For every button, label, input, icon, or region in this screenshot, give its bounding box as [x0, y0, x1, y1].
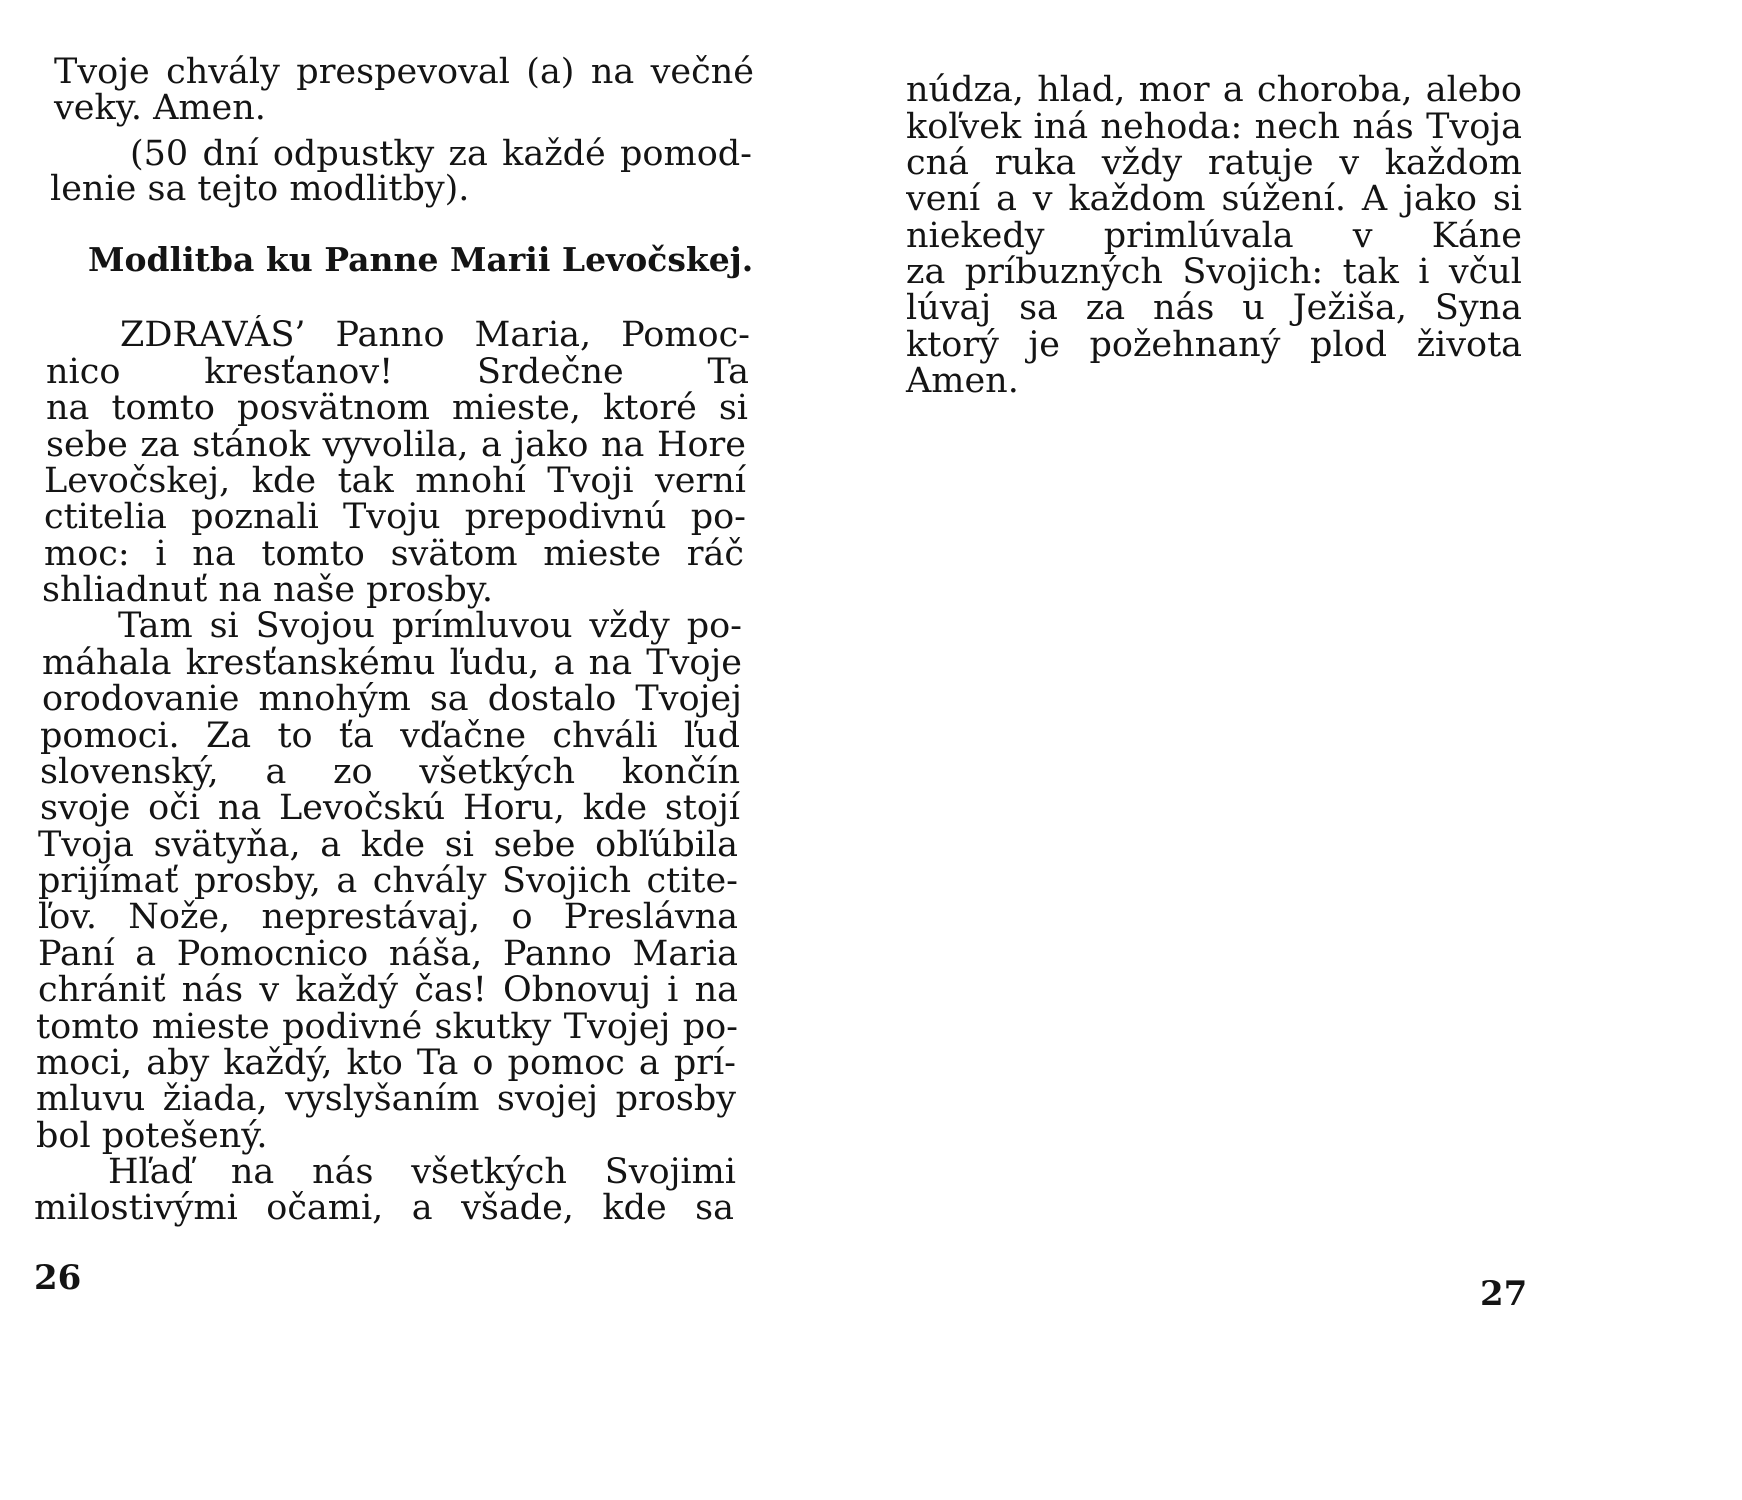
text-line: na tomto posvätnom mieste, ktoré si: [46, 388, 748, 428]
text-line: vení a v každom súžení. A jako si: [906, 179, 1522, 219]
text-line: veky. Amen.: [54, 88, 266, 128]
text-line: máhala kresťanskému ľudu, a na Tvoje: [42, 643, 742, 683]
text-line: Paní a Pomocnico náša, Panno Maria: [38, 934, 738, 974]
text-line: (50 dní odpustky za každé pomod-: [130, 134, 752, 174]
text-line: nico kresťanov! Srdečne Ta: [46, 352, 749, 392]
text-line: lúvaj sa za nás u Ježiša, Syna: [906, 288, 1522, 328]
right-page: [900, 0, 1742, 1500]
text-line: za príbuzných Svojich: tak i včul: [906, 252, 1522, 292]
text-line: Hľaď na nás všetkých Svojimi: [108, 1152, 736, 1192]
page-number: 27: [1480, 1274, 1528, 1314]
text-line: shliadnuť na naše prosby.: [42, 570, 494, 610]
text-line: sebe za stánok vyvolila, a jako na Hore: [46, 425, 746, 465]
text-line: cná ruka vždy ratuje v každom: [906, 143, 1522, 183]
text-line: moci, aby každý, kto Ta o pomoc a prí-: [36, 1043, 736, 1083]
text-line: pomoci. Za to ťa vďačne chváli ľud: [40, 716, 740, 756]
section-heading: Modlitba ku Panne Marii Levočskej.: [88, 240, 754, 279]
text-line: niekedy primlúvala v Káne: [906, 216, 1522, 256]
text-line: ctitelia poznali Tvoju prepodivnú po-: [44, 497, 746, 537]
text-line: bol potešený.: [36, 1116, 268, 1156]
text-line: svoje oči na Levočskú Horu, kde stojí: [40, 788, 740, 828]
text-line: slovenský, a zo všetkých končín: [40, 752, 740, 792]
text-line: Tvoje chvály prespevoval (a) na večné: [54, 52, 754, 92]
text-line: núdza, hlad, mor a choroba, alebo: [906, 70, 1522, 110]
page-number: 26: [34, 1258, 82, 1298]
text-line: ktorý je požehnaný plod života: [906, 325, 1522, 365]
text-line: ľov. Nože, neprestávaj, o Preslávna: [38, 897, 738, 937]
text-line: moc: i na tomto svätom mieste ráč: [44, 534, 744, 574]
left-page: [0, 0, 860, 1500]
text-line: Amen.: [906, 361, 1019, 401]
text-line: koľvek iná nehoda: nech nás Tvoja: [906, 107, 1522, 147]
text-line: Levočskej, kde tak mnohí Tvoji verní: [44, 461, 746, 501]
text-line: Tvoja svätyňa, a kde si sebe obľúbila: [38, 825, 738, 865]
text-line: lenie sa tejto modlitby).: [50, 169, 470, 209]
text-line: ZDRAVÁS’ Panno Maria, Pomoc-: [120, 315, 750, 355]
text-line: mluvu žiada, vyslyšaním svojej prosby: [36, 1079, 736, 1119]
text-line: orodovanie mnohým sa dostalo Tvojej: [42, 679, 742, 719]
text-line: Tam si Svojou prímluvou vždy po-: [118, 606, 742, 646]
text-line: tomto mieste podivné skutky Tvojej po-: [36, 1007, 738, 1047]
text-line: milostivými očami, a všade, kde sa: [34, 1188, 734, 1228]
text-line: chrániť nás v každý čas! Obnovuj i na: [38, 970, 738, 1010]
text-line: prijímať prosby, a chvály Svojich ctite-: [38, 861, 738, 901]
